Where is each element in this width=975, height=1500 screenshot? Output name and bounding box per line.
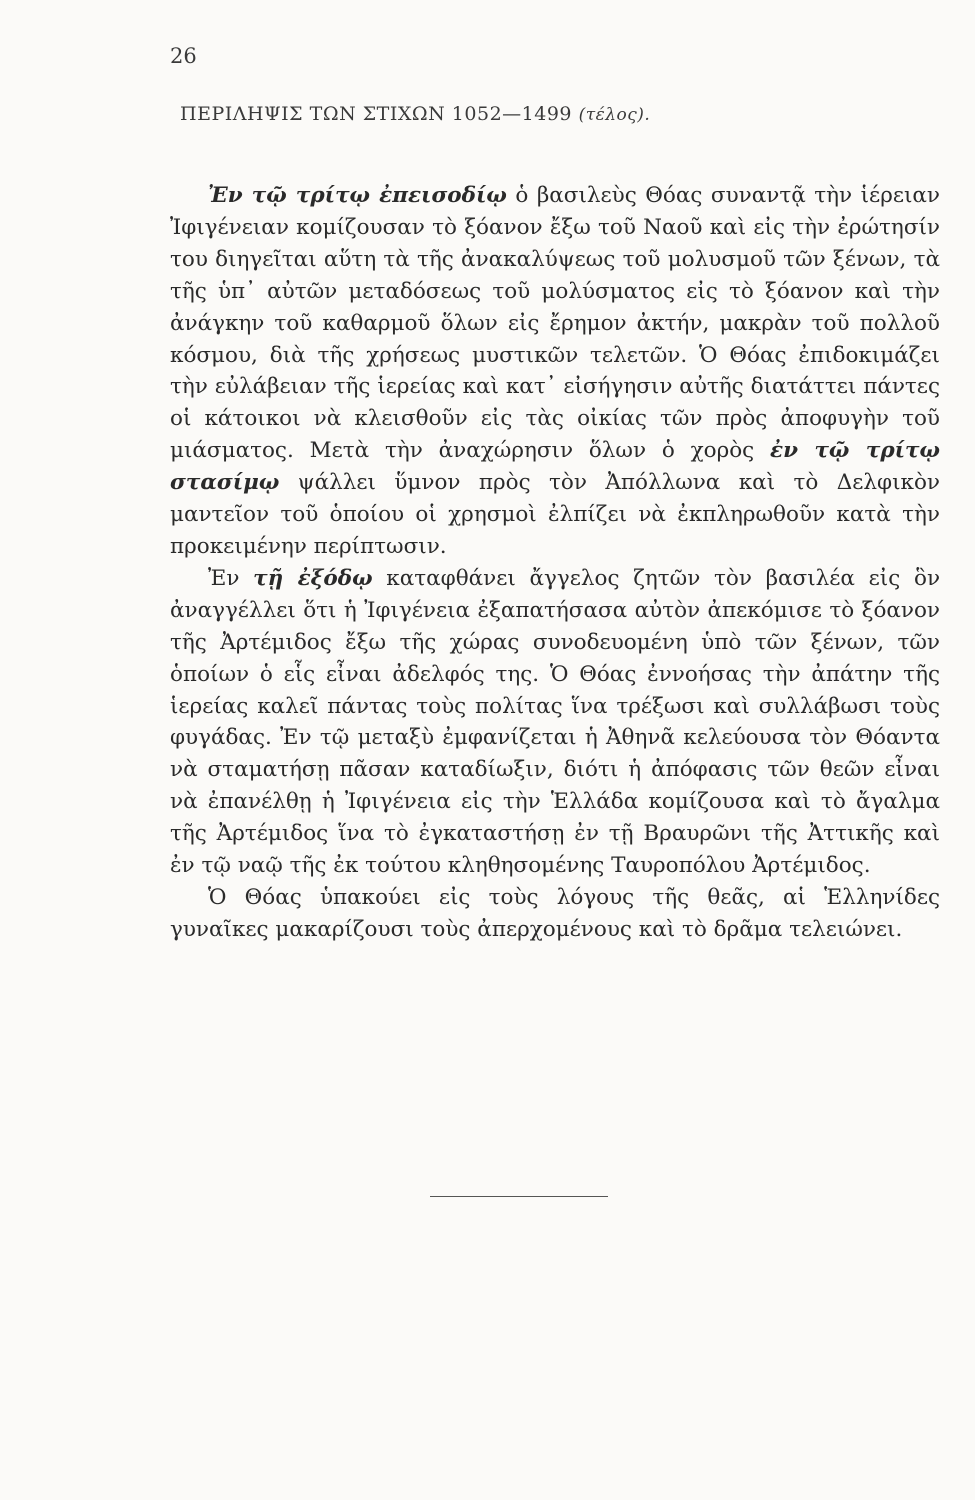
paragraph-exodos [170, 563, 940, 882]
running-head-title: ΠΕΡΙΛΗΨΙΣ ΤΩΝ ΣΤΙΧΩΝ 1052—1499 [180, 103, 573, 125]
paragraph-ending [170, 882, 940, 946]
page-number: 26 [170, 44, 197, 68]
emphasis-third-episode: Ἐν τῷ τρίτῳ ἐπεισοδίῳ [208, 183, 507, 208]
paragraph-third-episode [170, 180, 940, 563]
paragraph-text: ὁ βασιλεὺς Θόας συναντᾷ τὴν ἱέρειαν Ἰφιγένειαν κομίζουσαν τὸ ξόανον ἔξω τοῦ Ναοῦ καὶ εἰς τὴν ἐρώτησίν του διηγεῖται αὕτη τὰ τῆς ἀνακαλύψεως τοῦ μολυσμοῦ τῶν ξένων, τὰ τῆς ὑπ᾽ αὐτῶν μεταδόσεως τοῦ μολύσματος εἰς τὸ ξόανον καὶ τὴν ἀνάγκην τοῦ καθαρμοῦ ὅλων εἰς ἔρημον ἀκτήν, μακρὰν τοῦ πολλοῦ κόσμου, διὰ τῆς χρήσεως μυστικῶν τελετῶν. Ὁ Θόας ἐπιδοκιμάζει τὴν εὐλάβειαν τῆς ἱερείας καὶ κατ᾽ εἰσήγησιν αὐτῆς διατάττει πάντες οἱ κάτοικοι νὰ κλεισθοῦν εἰς τὰς οἰκίας τῶν πρὸς ἀποφυγὴν τοῦ μιάσματος. Μετὰ τὴν ἀναχώρησιν ὅλων ὁ χορὸς [170, 183, 940, 464]
running-head-subtitle: (τέλος). [578, 105, 651, 125]
paragraph-text: Ὁ Θόας ὑπακούει εἰς τοὺς λόγους τῆς θεᾶς, αἱ Ἑλληνίδες γυναῖκες μακαρίζουσι τοὺς ἀπερχομένους καὶ τὸ δρᾶμα τελειώνει. [170, 884, 940, 942]
paragraph-text-continued: ψάλλει ὕμνον πρὸς τὸν Ἀπόλλωνα καὶ τὸ Δελφικὸν μαντεῖον τοῦ ὁποίου οἱ χρησμοὶ ἐλπίζει νὰ ἐκπληρωθοῦν κατὰ τὴν προκειμένην περίπτωσιν. [170, 470, 940, 559]
emphasis-third-stasimon: ἐν τῷ τρίτῳ στασίμῳ [170, 438, 940, 496]
emphasis-exodos: τῇ ἐξόδῳ [253, 565, 373, 591]
end-rule [430, 1196, 608, 1197]
paragraph-text: καταφθάνει ἄγγελος ζητῶν τὸν βασιλέα εἰς ὃν ἀναγγέλλει ὅτι ἡ Ἰφιγένεια ἐξαπατήσασα αὐτὸν ἀπεκόμισε τὸ ξόανον τῆς Ἀρτέμιδος ἔξω τῆς χώρας συνοδευομένη ὑπὸ τῶν ξένων, τῶν ὁποίων ὁ εἷς εἶναι ἀδελφός της. Ὁ Θόας ἐννοήσας τὴν ἀπάτην τῆς ἱερείας καλεῖ πάντας τοὺς πολίτας ἵνα τρέξωσι καὶ συλλάβωσι τοὺς φυγάδας. Ἐν τῷ μεταξὺ ἐμφανίζεται ἡ Ἀθηνᾶ κελεύουσα τὸν Θόαντα νὰ σταματήσῃ πᾶσαν καταδίωξιν, διότι ἡ ἀπόφασις τῶν θεῶν εἶναι νὰ ἐπανέλθῃ ἡ Ἰφιγένεια εἰς τὴν Ἑλλάδα κομίζουσα καὶ τὸ ἄγαλμα τῆς Ἀρτέμιδος ἵνα τὸ ἐγκαταστήσῃ ἐν τῇ Βραυρῶνι τῆς Ἀττικῆς καὶ ἐν τῷ ναῷ τῆς ἐκ τούτου κληθησομένης Ταυροπόλου Ἀρτέμιδος. [170, 565, 941, 879]
paragraph-lead: Ἐν [208, 565, 254, 591]
running-head [180, 103, 650, 125]
body-text [170, 180, 940, 946]
